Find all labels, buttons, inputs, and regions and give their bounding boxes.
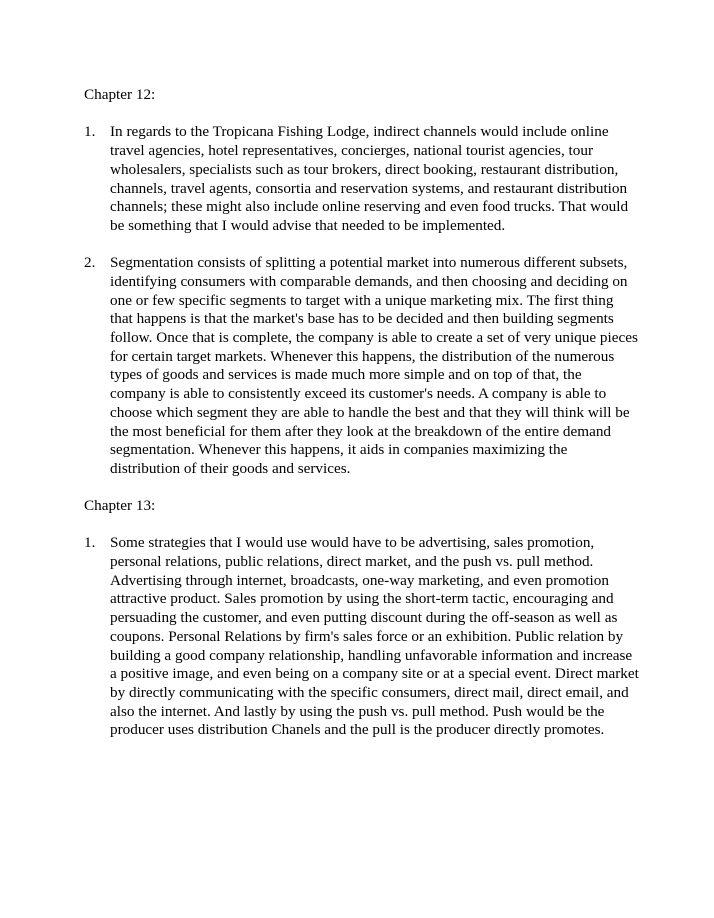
list-item bbox=[84, 534, 640, 740]
list-item-number: 1. bbox=[84, 123, 96, 141]
list-item-text: Segmentation consists of splitting a potential market into numerous different subsets, identifying consumers with comparable demands, and then choosing and deciding on one or few specific segments to target with a unique marketing mix. The first thing that happens is that the market's base has to be decided and then building segments follow. Once that is complete, the company is able to create a set of very unique pieces for certain target markets. Whenever this happens, the distribution of the numerous types of goods and services is made much more simple and on top of that, the company is able to consistently exceed its customer's needs. A company is able to choose which segment they are able to handle the best and that they will think will be the most beneficial for them after they look at the breakdown of the entire demand segmentation. Whenever this happens, it aids in companies maximizing the distribution of their goods and services. bbox=[110, 254, 638, 477]
list-item bbox=[84, 123, 640, 235]
list-item bbox=[84, 254, 640, 478]
chapter-13-heading: Chapter 13: bbox=[84, 496, 156, 514]
chapter-12-list bbox=[84, 123, 640, 478]
chapter-13-list bbox=[84, 534, 640, 740]
list-item-number: 1. bbox=[84, 534, 96, 552]
document-page bbox=[84, 86, 640, 740]
list-item-text: In regards to the Tropicana Fishing Lodge, indirect channels would include online travel agencies, hotel representatives, concierges, national tourist agencies, tour wholesalers, specialists such as tour brokers, direct booking, restaurant distribution, channels, travel agents, consortia and reservation systems, and restaurant distribution channels; these might also include online reserving and even food trucks. That would be something that I would advise that needed to be implemented. bbox=[110, 123, 629, 234]
chapter-12-heading: Chapter 12: bbox=[84, 86, 156, 103]
list-item-number: 2. bbox=[84, 254, 96, 272]
list-item-text: Some strategies that I would use would have to be advertising, sales promotion, personal relations, public relations, direct market, and the push vs. pull method. Advertising through internet, broadcasts, one-way marketing, and even promotion attractive product. Sales promotion by using the short-term tactic, encouraging and persuading the customer, and even putting discount during the off-season as well as coupons. Personal Relations by firm's sales force or an exhibition. Public relation by building a good company relationship, handling unfavorable information and increase a positive image, and even being on a company site or at a special event. Direct market by directly communicating with the specific consumers, direct mail, direct email, and also the internet. And lastly by using the push vs. pull method. Push would be the producer uses distribution Chanels and the pull is the producer directly promotes. bbox=[110, 534, 639, 739]
